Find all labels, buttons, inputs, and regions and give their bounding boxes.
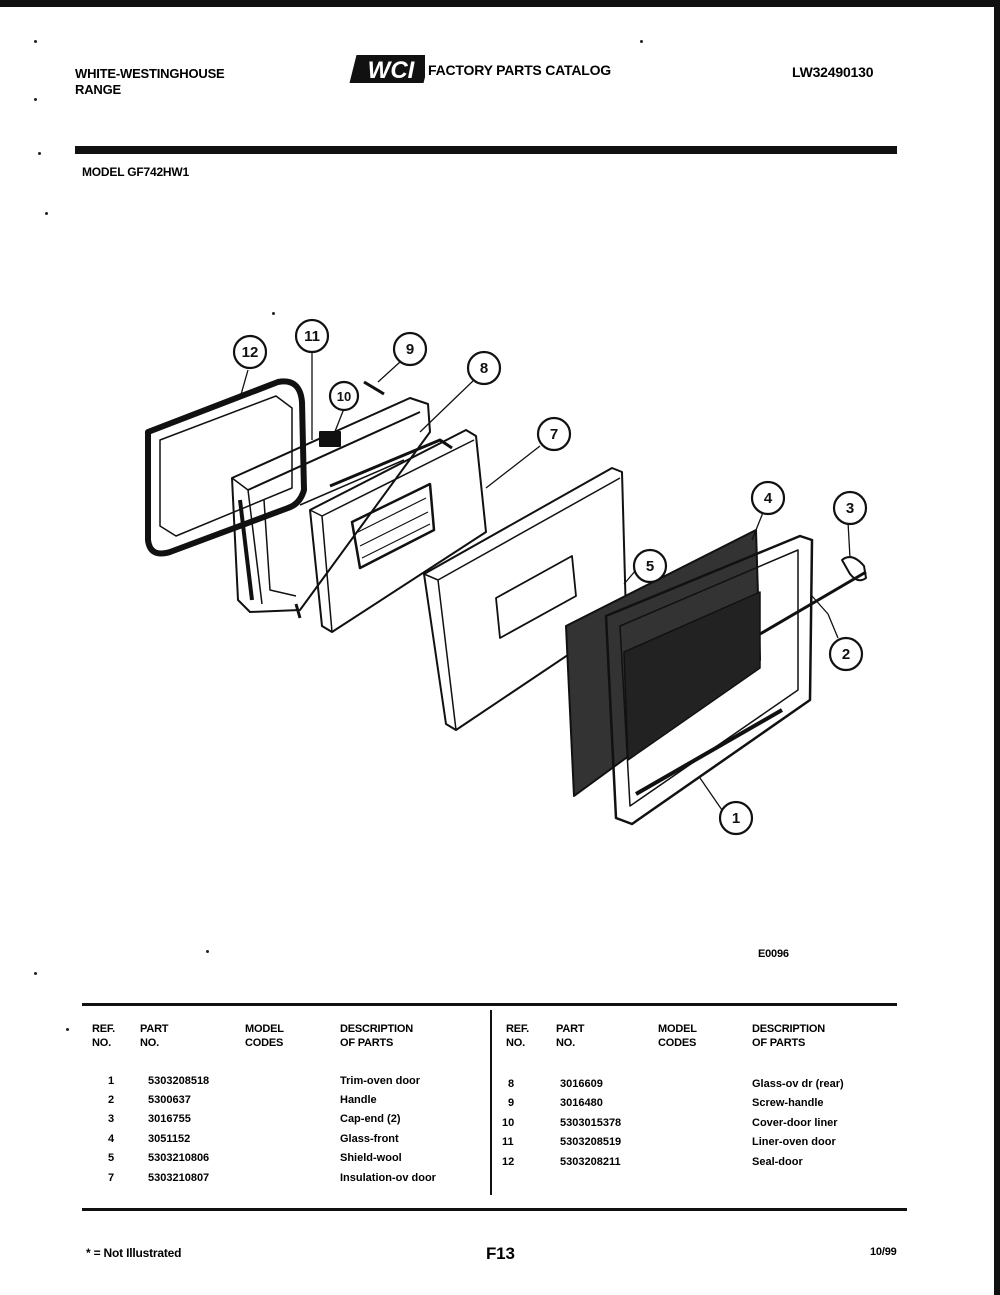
table-row: 9 xyxy=(508,1097,515,1109)
part-description: Insulation-ov door xyxy=(340,1172,436,1184)
brand-name: WHITE-WESTINGHOUSE xyxy=(75,66,225,81)
callout-label: 7 xyxy=(549,426,559,443)
col-header-part-right: PART NO. xyxy=(556,1023,585,1049)
part-description: Glass-front xyxy=(340,1133,399,1145)
col-header-desc: DESCRIPTION OF PARTS xyxy=(340,1023,413,1049)
part-description: Seal-door xyxy=(752,1156,803,1168)
part-number: 3051152 xyxy=(148,1133,191,1145)
table-row: 2 xyxy=(108,1094,115,1106)
table-row: 11 xyxy=(502,1136,514,1148)
part-description: Shield-wool xyxy=(340,1152,402,1164)
part-number: 5300637 xyxy=(148,1094,191,1106)
diagram-code: E0096 xyxy=(758,948,789,960)
part-number: 5303015378 xyxy=(560,1117,622,1129)
col-header-part: PART NO. xyxy=(140,1023,169,1049)
part-number: 5303208518 xyxy=(148,1075,210,1087)
table-rule-top xyxy=(82,1003,897,1006)
col-header-model-right: MODEL CODES xyxy=(658,1023,697,1049)
callout-label: 4 xyxy=(763,490,773,507)
callout-label: 12 xyxy=(241,344,259,361)
part-number: 5303208211 xyxy=(560,1156,621,1168)
col-header-desc-right: DESCRIPTION OF PARTS xyxy=(752,1023,825,1049)
callout-label: 5 xyxy=(645,558,655,575)
part-description: Handle xyxy=(340,1094,377,1106)
part-number: 3016480 xyxy=(560,1097,603,1109)
part-description: Liner-oven door xyxy=(752,1136,836,1148)
col-header-ref: REF. NO. xyxy=(92,1023,116,1049)
callout-label: 1 xyxy=(731,810,741,827)
part-description: Trim-oven door xyxy=(340,1075,421,1087)
callout-label: 9 xyxy=(405,341,415,358)
part-cap-end xyxy=(842,557,866,580)
callout-label: 8 xyxy=(479,360,489,377)
callout-label: 3 xyxy=(845,500,855,517)
product-type: RANGE xyxy=(75,82,121,97)
part-description: Glass-ov dr (rear) xyxy=(752,1078,844,1090)
table-row: 8 xyxy=(508,1078,515,1090)
part-number: 3016609 xyxy=(560,1078,603,1090)
page-number: F13 xyxy=(486,1244,515,1263)
table-rule-bottom xyxy=(82,1208,907,1211)
callout-label: 10 xyxy=(336,389,352,404)
table-column-divider xyxy=(490,1010,492,1195)
table-row: 5 xyxy=(108,1152,115,1164)
col-header-model: MODEL CODES xyxy=(245,1023,284,1049)
table-row: 12 xyxy=(502,1156,515,1168)
part-description: Cover-door liner xyxy=(752,1117,838,1129)
part-number: 5303210807 xyxy=(148,1172,210,1184)
revision-date: 10/99 xyxy=(870,1246,897,1258)
part-number: 3016755 xyxy=(148,1113,191,1125)
table-row: 7 xyxy=(108,1172,115,1184)
part-screw-handle xyxy=(364,382,384,394)
footnote: * = Not Illustrated xyxy=(86,1246,182,1260)
table-row: 10 xyxy=(502,1117,515,1129)
col-header-ref-right: REF. NO. xyxy=(506,1023,530,1049)
table-row: 1 xyxy=(108,1075,115,1087)
part-cover-door-liner xyxy=(320,432,340,446)
logo-text: WCI xyxy=(367,57,415,84)
catalog-title: FACTORY PARTS CATALOG xyxy=(428,62,611,78)
callout-label: 11 xyxy=(304,328,320,345)
callout-label: 2 xyxy=(841,646,851,663)
model-label: MODEL GF742HW1 xyxy=(82,165,189,179)
catalog-number: LW32490130 xyxy=(792,64,874,80)
part-handle xyxy=(760,572,866,634)
part-seal-door xyxy=(148,381,304,553)
part-description: Screw-handle xyxy=(752,1097,824,1109)
part-insulation-ov-door xyxy=(310,430,486,632)
table-row: 4 xyxy=(108,1133,115,1145)
part-description: Cap-end (2) xyxy=(340,1113,401,1125)
part-number: 5303208519 xyxy=(560,1136,622,1148)
part-number: 5303210806 xyxy=(148,1152,210,1164)
table-row: 3 xyxy=(108,1113,115,1125)
